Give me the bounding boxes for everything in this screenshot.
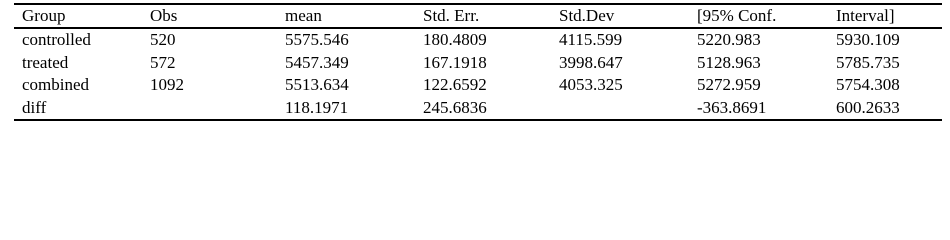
cell-conf-low: -363.8691	[697, 97, 767, 117]
cell-group: controlled	[22, 30, 91, 50]
header-mean: mean	[285, 6, 322, 25]
cell-conf-high: 600.2633	[836, 97, 900, 117]
cell-std-err: 167.1918	[423, 52, 487, 72]
cell-conf-high: 5930.109	[836, 30, 900, 50]
cell-obs	[142, 97, 277, 121]
table-row	[14, 28, 942, 52]
cell-group: treated	[22, 52, 69, 72]
cell-conf-high: 5754.308	[836, 75, 900, 95]
cell-conf-low: 5272.959	[697, 75, 761, 95]
header-conf-low: [95% Conf.	[697, 6, 777, 25]
cell-group: combined	[22, 75, 90, 95]
cell-conf-low: 5128.963	[697, 52, 761, 72]
header-std-err: Std. Err.	[423, 6, 480, 25]
cell-obs: 520	[150, 30, 176, 50]
header-obs: Obs	[150, 6, 178, 25]
table-body	[14, 28, 942, 120]
cell-std-err: 245.6836	[423, 97, 487, 117]
header-std-dev: Std.Dev	[559, 6, 615, 25]
ttest-results-table	[14, 3, 942, 121]
cell-mean: 5575.546	[285, 30, 349, 50]
cell-std-err: 180.4809	[423, 30, 487, 50]
table-row	[14, 52, 942, 75]
cell-std-dev: 3998.647	[559, 52, 623, 72]
cell-std-dev	[551, 97, 689, 121]
cell-conf-high: 5785.735	[836, 52, 900, 72]
header-conf-high: Interval]	[836, 6, 895, 25]
table-header	[14, 4, 942, 28]
header-group: Group	[22, 6, 66, 25]
cell-std-err: 122.6592	[423, 75, 487, 95]
table-row	[14, 97, 942, 121]
cell-std-dev: 4115.599	[559, 30, 623, 50]
cell-obs: 1092	[150, 75, 184, 95]
cell-group: diff	[22, 97, 47, 117]
cell-mean: 118.1971	[285, 97, 349, 117]
cell-mean: 5513.634	[285, 75, 349, 95]
cell-obs: 572	[150, 52, 176, 72]
cell-conf-low: 5220.983	[697, 30, 761, 50]
cell-mean: 5457.349	[285, 52, 349, 72]
cell-std-dev: 4053.325	[559, 75, 623, 95]
header-row	[14, 4, 942, 28]
table-row	[14, 74, 942, 97]
